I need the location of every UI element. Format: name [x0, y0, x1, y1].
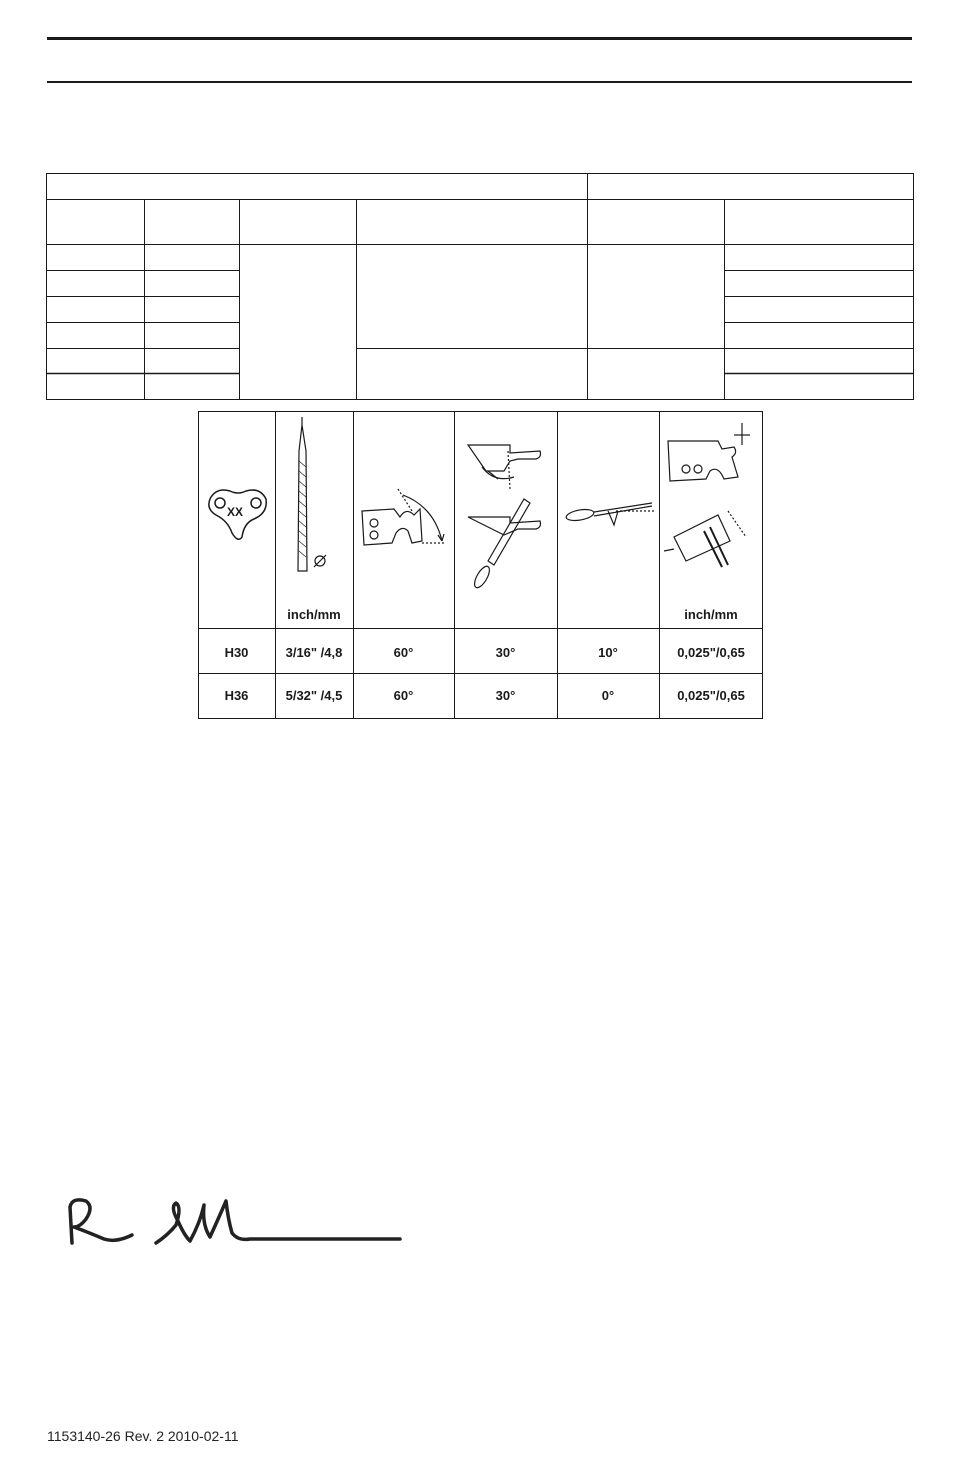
depth-gauge-icon: [664, 423, 750, 567]
row2-chain: H36: [224, 688, 249, 703]
row1-chain: H30: [224, 645, 249, 660]
row2-file: 5/32" /4,5: [285, 688, 343, 703]
row1-side-angle: 30°: [495, 645, 516, 660]
row2-depth: 0,025"/0,65: [677, 688, 745, 703]
header-rule-top: [47, 37, 912, 40]
row2-side-angle: 30°: [495, 688, 516, 703]
sharpening-table: [198, 411, 763, 719]
row1-file: 3/16" /4,8: [285, 645, 343, 660]
header-rule-bottom: [47, 81, 912, 83]
round-file-icon: [298, 417, 326, 571]
file-diameter-unit: inch/mm: [287, 607, 341, 622]
file-holder-icon: [565, 503, 656, 525]
row1-tilt: 10°: [598, 645, 618, 660]
depth-gauge-unit: inch/mm: [684, 607, 738, 622]
row1-depth: 0,025"/0,65: [677, 645, 745, 660]
cutter-link-label: XX: [226, 505, 244, 519]
top-plate-angle-icon: [362, 489, 446, 545]
specification-table: [46, 173, 914, 400]
side-plate-angle-icon: [468, 445, 541, 590]
document-reference: 1153140-26 Rev. 2 2010-02-11: [47, 1428, 239, 1444]
handwritten-signature: [60, 1185, 420, 1255]
row1-top-angle: 60°: [393, 645, 414, 660]
row2-top-angle: 60°: [393, 688, 414, 703]
row2-tilt: 0°: [601, 688, 615, 703]
